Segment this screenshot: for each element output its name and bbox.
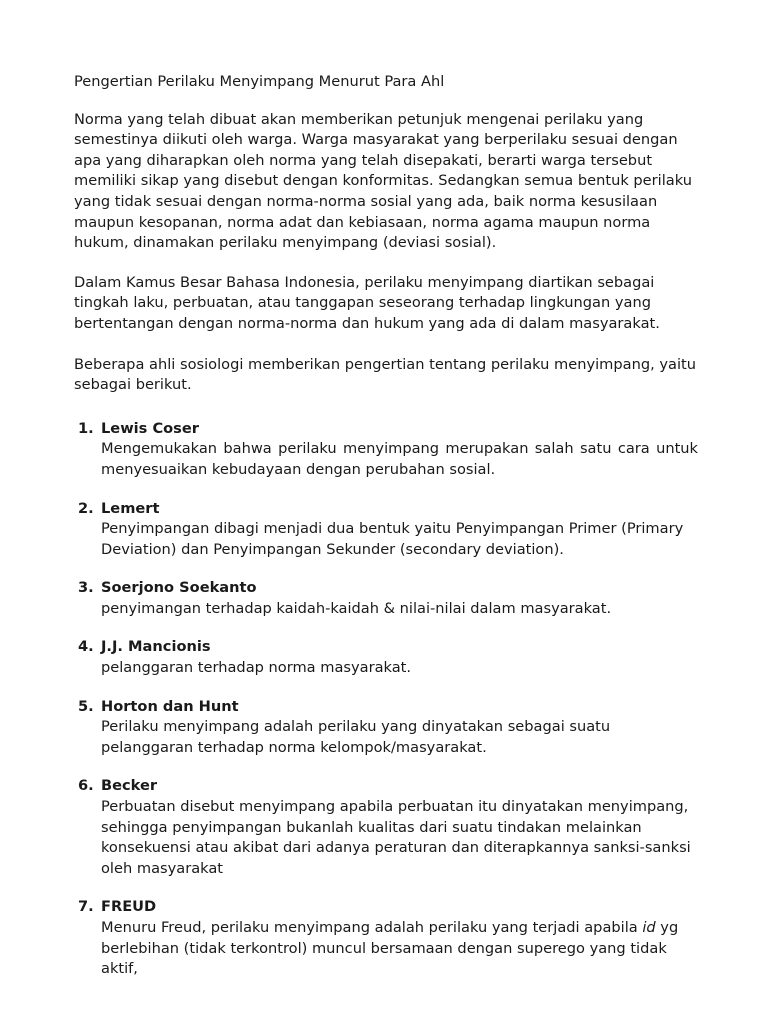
ahli-description: penyimangan terhadap kaidah-kaidah & nilai-nilai dalam masyarakat. — [101, 599, 612, 617]
ahli-name: Soerjono Soekanto — [101, 579, 257, 597]
list-item — [74, 499, 698, 561]
list-item-content — [101, 776, 698, 879]
list-item — [74, 578, 698, 619]
ahli-name: Horton dan Hunt — [101, 697, 239, 715]
ahli-name: Becker — [101, 777, 158, 795]
ahli-description — [101, 918, 698, 980]
ahli-description: pelanggaran terhadap norma masyarakat. — [101, 659, 412, 677]
paragraph-norma: Norma yang telah dibuat akan memberikan petunjuk mengenai perilaku yang semestinya diikuti oleh warga. Warga masyarakat yang berperilaku sesuai dengan apa yang diharapkan oleh norma yang telah disepakati, berarti warga tersebut memiliki sikap yang disebut dengan konformitas. Sedangkan semua bentuk perilaku yang tidak sesuai dengan norma-norma sosial yang ada, baik norma kesusilaan maupun kesopanan, norma adat dan kebiasaan, norma agama maupun norma hukum, dinamakan perilaku menyimpang (deviasi sosial). — [74, 110, 692, 252]
list-number: 3. — [78, 579, 94, 597]
document-page — [74, 72, 698, 980]
ahli-description-after: yg berlebihan (tidak terkontrol) muncul bersamaan dengan superego yang tidak aktif, — [101, 919, 679, 978]
list-item — [74, 776, 698, 879]
ahli-description-before: Menuru Freud, perilaku menyimpang adalah perilaku yang terjadi apabila — [101, 919, 643, 936]
list-number: 6. — [78, 777, 94, 795]
list-number: 1. — [78, 419, 94, 437]
list-item — [74, 897, 698, 979]
ahli-name: J.J. Mancionis — [101, 638, 211, 656]
document-title: Pengertian Perilaku Menyimpang Menurut Para Ahl — [74, 73, 445, 90]
ahli-name: Lemert — [101, 499, 160, 517]
list-number: 5. — [78, 697, 94, 715]
ahli-description-italic: id — [642, 919, 656, 936]
ahli-description: Perilaku menyimpang adalah perilaku yang dinyatakan sebagai suatu pelanggaran terhadap norma kelompok/masyarakat. — [101, 718, 611, 756]
list-item-content — [101, 897, 698, 979]
list-item-content — [101, 637, 698, 678]
list-number: 4. — [78, 638, 94, 656]
paragraph-intro-ahli: Beberapa ahli sosiologi memberikan pengertian tentang perilaku menyimpang, yaitu sebagai berikut. — [74, 355, 697, 394]
ahli-description: Perbuatan disebut menyimpang apabila perbuatan itu dinyatakan menyimpang, sehingga penyimpangan bukanlah kualitas dari suatu tindakan melainkan konsekuensi atau akibat dari adanya peraturan dan diterapkannya sanksi-sanksi oleh masyarakat — [101, 798, 691, 877]
list-number: 7. — [78, 898, 94, 916]
ahli-description: Mengemukakan bahwa perilaku menyimpang merupakan salah satu cara untuk menyesuaikan kebudayaan dengan perubahan sosial. — [101, 440, 698, 478]
ahli-list — [74, 419, 698, 980]
list-item-content — [101, 578, 698, 619]
list-item-content — [101, 499, 698, 561]
list-item — [74, 637, 698, 678]
ahli-name: FREUD — [101, 898, 157, 916]
list-item — [74, 697, 698, 759]
list-item-content — [101, 697, 698, 759]
list-item-content — [101, 419, 698, 481]
ahli-name: Lewis Coser — [101, 419, 199, 437]
paragraph-kbbi: Dalam Kamus Besar Bahasa Indonesia, perilaku menyimpang diartikan sebagai tingkah laku, perbuatan, atau tanggapan seseorang terhadap lingkungan yang bertentangan dengan norma-norma dan hukum yang ada di dalam masyarakat. — [74, 273, 660, 332]
list-item — [74, 419, 698, 481]
list-number: 2. — [78, 499, 94, 517]
ahli-description: Penyimpangan dibagi menjadi dua bentuk yaitu Penyimpangan Primer (Primary Deviation) dan Penyimpangan Sekunder (secondary deviation). — [101, 520, 684, 558]
